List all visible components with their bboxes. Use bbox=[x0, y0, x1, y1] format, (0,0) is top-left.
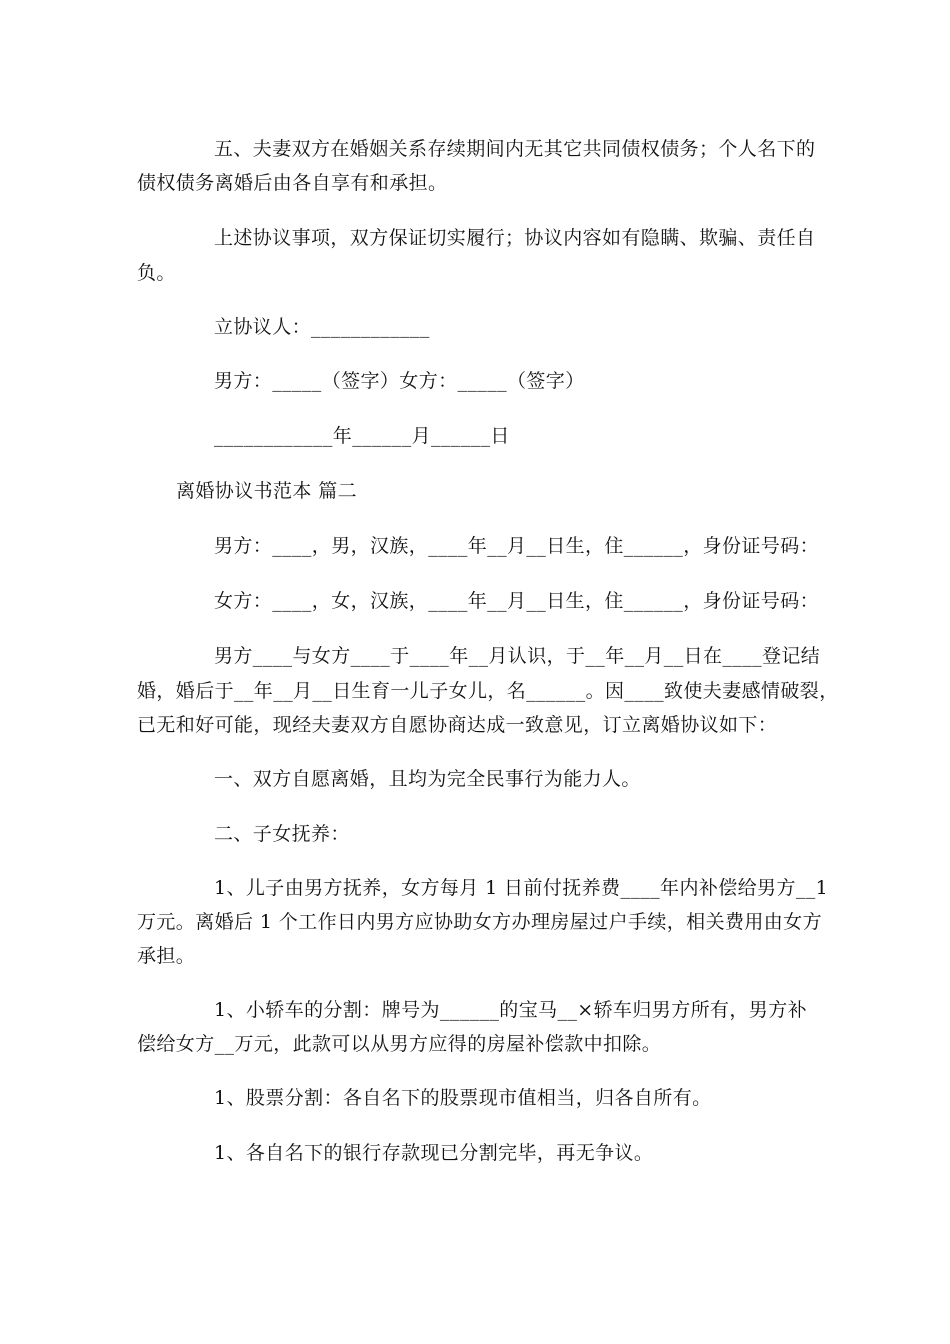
paragraph-line: 负。 bbox=[137, 262, 176, 284]
paragraph-line: 婚，婚后于__年__月__日生育一儿子女儿，名______。因____致使夫妻感情破裂， bbox=[137, 680, 839, 702]
party-male-line: 男方：____，男，汉族，____年__月__日生，住______，身份证号码： bbox=[214, 535, 820, 557]
paragraph-line: 男方____与女方____于____年__月认识，于__年__月__日在____登记结 bbox=[214, 645, 821, 667]
clause-line: 1、各自名下的银行存款现已分割完毕，再无争议。 bbox=[214, 1142, 654, 1164]
paragraph-line: 债权债务离婚后由各自享有和承担。 bbox=[137, 172, 448, 194]
paragraph-line: 上述协议事项，双方保证切实履行；协议内容如有隐瞒、欺骗、责任自 bbox=[214, 227, 816, 249]
paragraph-line: 偿给女方__万元，此款可以从男方应得的房屋补偿款中扣除。 bbox=[137, 1033, 662, 1055]
signature-line: 男方：_____（签字）女方：_____（签字） bbox=[214, 370, 585, 392]
paragraph-line: 1、小轿车的分割：牌号为______的宝马__×轿车归男方所有，男方补 bbox=[214, 999, 808, 1021]
paragraph-line: 承担。 bbox=[137, 945, 196, 967]
signatory-line: 立协议人：____________ bbox=[214, 316, 430, 338]
date-line: ____________年______月______日 bbox=[214, 425, 510, 447]
section-heading: 离婚协议书范本 篇二 bbox=[176, 480, 358, 502]
paragraph-line: 1、儿子由男方抚养，女方每月 1 日前付抚养费____年内补偿给男方__1 bbox=[214, 877, 829, 899]
party-female-line: 女方：____，女，汉族，____年__月__日生，住______，身份证号码： bbox=[214, 590, 820, 612]
clause-line: 一、双方自愿离婚，且均为完全民事行为能力人。 bbox=[214, 768, 641, 790]
clause-line: 二、子女抚养： bbox=[214, 823, 350, 845]
paragraph-line: 已无和好可能，现经夫妻双方自愿协商达成一致意见，订立离婚协议如下： bbox=[137, 714, 778, 736]
paragraph-line: 五、夫妻双方在婚姻关系存续期间内无其它共同债权债务；个人名下的 bbox=[214, 138, 816, 160]
paragraph-line: 万元。离婚后 1 个工作日内男方应协助女方办理房屋过户手续，相关费用由女方 bbox=[137, 911, 822, 933]
clause-line: 1、股票分割：各自名下的股票现市值相当，归各自所有。 bbox=[214, 1087, 712, 1109]
